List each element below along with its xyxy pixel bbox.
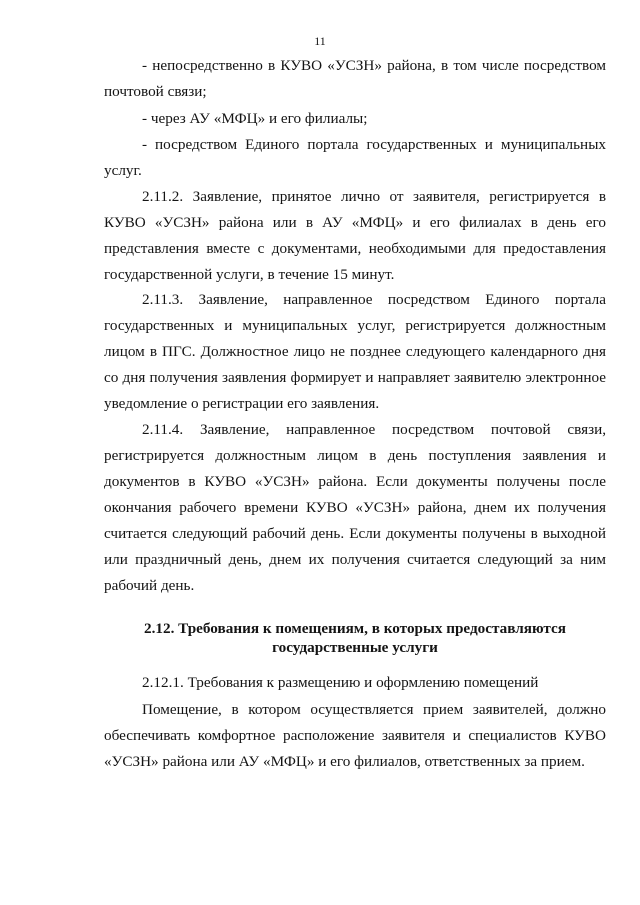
paragraph-2-11-2: 2.11.2. Заявление, принятое лично от заявителя, регистрируется в КУВО «УСЗН» района или в АУ «МФЦ» и его филиалах в день его представления вместе с документами, необходимыми для предоставления государственной услуги, в течение 15 минут. xyxy=(104,188,606,283)
page-number: 11 xyxy=(314,34,326,48)
paragraph-2-11-4: 2.11.4. Заявление, направленное посредством почтовой связи, регистрируется должностным лицом в день поступления заявления и документов в КУВО «УСЗН» района. Если документы получены после окончания рабочего времени КУВО «УСЗН» района, днем их получения считается следующий рабочий день. Если документы получены в выходной или праздничный день, днем их получения считается следующий за ним рабочий день. xyxy=(104,421,606,594)
paragraph-premises: Помещение, в котором осуществляется прием заявителей, должно обеспечивать комфортное расположение заявителя и специалистов КУВО «УСЗН» района или АУ «МФЦ» и его филиалов, ответственных за прием. xyxy=(104,701,606,770)
paragraph-list-item-2: - через АУ «МФЦ» и его филиалы; xyxy=(142,110,368,127)
section-heading: 2.12. Требования к помещениям, в которых предоставляются государственные услуги xyxy=(144,620,566,656)
paragraph-list-item-3: - посредством Единого портала государственных и муниципальных услуг. xyxy=(104,136,606,179)
paragraph-2-11-3: 2.11.3. Заявление, направленное посредством Единого портала государственных и муниципальных услуг, регистрируется должностным лицом в ПГС. Должностное лицо не позднее следующего календарного дня со дня получения заявления формирует и направляет заявителю электронное уведомление о регистрации его заявления. xyxy=(104,291,606,412)
paragraph-list-item-1: - непосредственно в КУВО «УСЗН» района, в том числе посредством почтовой связи; xyxy=(104,57,606,100)
paragraph-2-12-1: 2.12.1. Требования к размещению и оформлению помещений xyxy=(142,674,539,691)
